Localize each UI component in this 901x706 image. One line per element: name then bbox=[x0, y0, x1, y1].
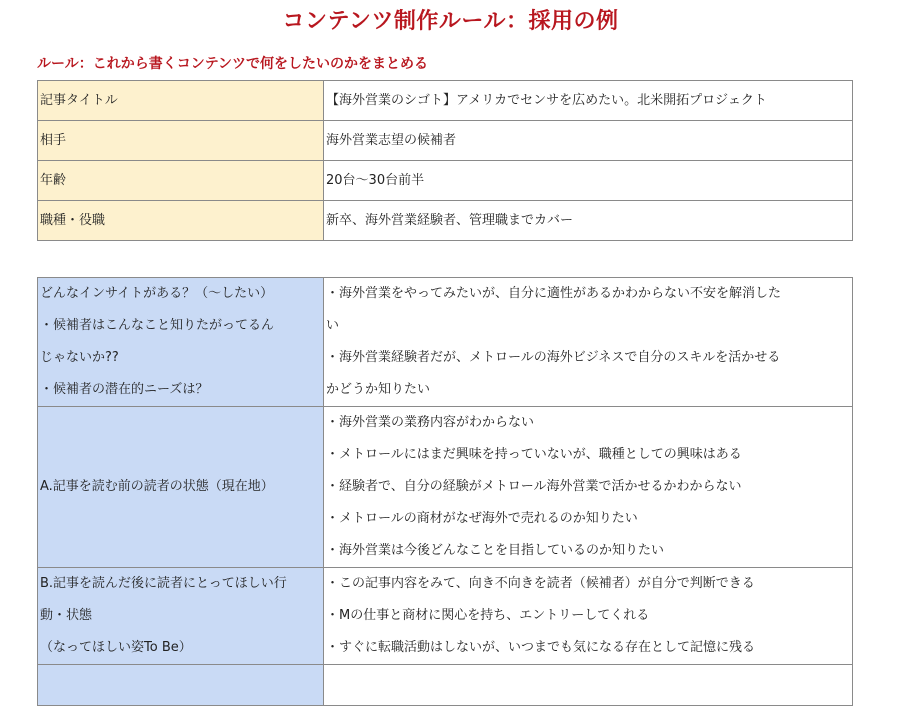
reader-after-value-line: ・この記事内容をみて、向き不向きを読者（候補者）が自分で判断できる bbox=[326, 576, 755, 591]
job-role-value: 新卒、海外営業経験者、管理職までカバー bbox=[324, 201, 853, 241]
reader-after-label-line: （なってほしい姿To Be） bbox=[40, 640, 192, 655]
reader-before-value-line: ・海外営業は今後どんなことを目指しているのか知りたい bbox=[326, 543, 665, 558]
job-role-label: 職種・役職 bbox=[38, 201, 324, 241]
insight-label-line: ・候補者の潜在的ニーズは？ bbox=[40, 382, 209, 397]
reader-after-value-line: ・すぐに転職活動はしないが、いつまでも気になる存在として記憶に残る bbox=[326, 640, 756, 655]
reader-after-value bbox=[324, 568, 853, 665]
audience-label: 相手 bbox=[38, 121, 324, 161]
age-value: 20台〜30台前半 bbox=[324, 161, 853, 201]
insight-value-line: かどうか知りたい bbox=[326, 382, 431, 397]
insight-label-line: どんなインサイトがある？（〜したい） bbox=[40, 286, 274, 301]
insight-label bbox=[38, 278, 324, 407]
table-row bbox=[38, 81, 853, 121]
reader-after-label-line: 動・状態 bbox=[40, 608, 93, 623]
reader-after-value-line: ・Mの仕事と商材に関心を持ち、エントリーしてくれる bbox=[326, 608, 650, 623]
reader-before-label bbox=[38, 407, 324, 568]
next-row-value bbox=[324, 665, 853, 706]
insight-value-line: ・海外営業経験者だが、メトロールの海外ビジネスで自分のスキルを活かせる bbox=[326, 350, 781, 365]
reader-before-value-line: ・経験者で、自分の経験がメトロール海外営業で活かせるかわからない bbox=[326, 479, 742, 494]
reader-before-value-line: ・海外営業の業務内容がわからない bbox=[326, 415, 535, 430]
page-title: コンテンツ制作ルール：採用の例 bbox=[282, 9, 619, 34]
rule-heading: ルール：これから書くコンテンツで何をしたいのかをまとめる bbox=[37, 56, 429, 72]
insight-value-line: ・海外営業をやってみたいが、自分に適性があるかわからない不安を解消した bbox=[326, 286, 782, 301]
info-table bbox=[37, 80, 853, 241]
insight-value-line: い bbox=[326, 318, 340, 333]
insight-label-line: じゃないか?? bbox=[40, 350, 119, 365]
article-title-value: 【海外営業のシゴト】アメリカでセンサを広めたい。北米開拓プロジェクト bbox=[324, 81, 853, 121]
table-row bbox=[38, 407, 853, 568]
reader-before-value-line: ・メトロールにはまだ興味を持っていないが、職種としての興味はある bbox=[326, 447, 742, 462]
table-row bbox=[38, 665, 853, 706]
reader-before-value bbox=[324, 407, 853, 568]
audience-value: 海外営業志望の候補者 bbox=[324, 121, 853, 161]
table-row bbox=[38, 121, 853, 161]
article-title-label: 記事タイトル bbox=[38, 81, 324, 121]
table-row bbox=[38, 201, 853, 241]
age-label: 年齢 bbox=[38, 161, 324, 201]
next-row-label bbox=[38, 665, 324, 706]
reader-after-label bbox=[38, 568, 324, 665]
insight-value bbox=[324, 278, 853, 407]
table-row bbox=[38, 161, 853, 201]
reader-before-label-line: A.記事を読む前の読者の状態（現在地） bbox=[40, 479, 274, 494]
reader-before-value-line: ・メトロールの商材がなぜ海外で売れるのか知りたい bbox=[326, 511, 638, 526]
reader-after-label-line: B.記事を読んだ後に読者にとってほしい行 bbox=[40, 576, 287, 591]
table-row bbox=[38, 278, 853, 407]
insight-label-line: ・候補者はこんなこと知りたがってるん bbox=[40, 318, 275, 333]
table-row bbox=[38, 568, 853, 665]
detail-table bbox=[37, 277, 853, 706]
